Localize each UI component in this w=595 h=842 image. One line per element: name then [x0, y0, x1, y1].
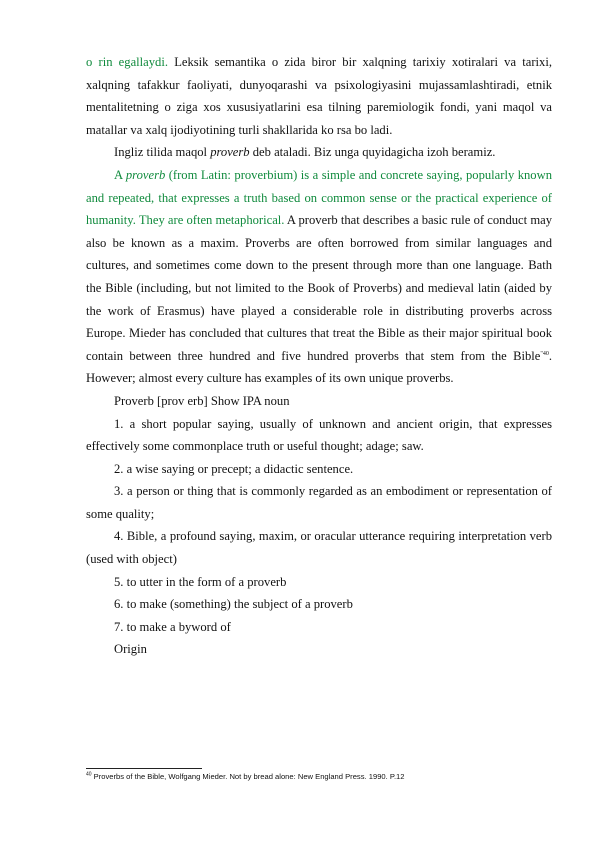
footnote-reference: "40 [540, 350, 549, 357]
definition-item-3: 3. a person or thing that is commonly regarded as an embodiment or representation of some quality; [86, 484, 552, 521]
paragraph-lexical-semantics [86, 51, 552, 141]
intro-text: Ingliz tilida maqol [114, 145, 211, 160]
green-definition-text: (from Latin: proverbium) is a simple and concrete saying, popularly known and repeated, that expresses a truth based on common sense or the practical experience of humanity. They are often metaphorical. [86, 167, 552, 228]
intro-text-end: deb ataladi. Biz unga quyidagicha izoh beramiz. [249, 145, 496, 160]
definition-item-1: 1. a short popular saying, usually of unknown and ancient origin, that expresses effectively some commonplace truth or useful thought; adage; saw. [86, 416, 552, 454]
definition-body-text: A proverb that describes a basic rule of conduct may also be known as a maxim. Proverbs are often borrowed from similar languages and cultures, and sometimes come down to the present through more than one language. Bath the Bible (including, but not limited to the Book of Proverbs) and medieval latin (aided by the work of Erasmus) have played a considerable role in distributing proverbs across Europe. Mieder has concluded that cultures that treat the Bible as their major spiritual book contain between three hundred and five hundred proverbs that stem from the Bible [86, 213, 552, 363]
definition-end-text: . However; almost every culture has examples of its own unique proverbs. [86, 348, 552, 386]
definition-item-6: 6. to make (something) the subject of a proverb [114, 597, 353, 612]
footnote-number: 40 [86, 771, 92, 778]
dictionary-headword: Proverb [prov erb] Show IPA noun [114, 393, 290, 408]
green-definition-start: A [114, 167, 126, 182]
definition-item-5: 5. to utter in the form of a proverb [114, 574, 287, 589]
definition-item-7: 7. to make a byword of [114, 619, 231, 634]
paragraph-proverb-intro [86, 141, 552, 164]
footnote [86, 772, 552, 782]
paragraph-text: Leksik semantika o zida biror bir xalqning tarixiy xotiralari va tarixi, xalqning tafakkur faoliyati, dunyoqarashi va psixologiyasini mujassamlashtiradi, etnik mentalitetning o ziga xos xususiyatlarini esa tilning paremiologik fondi, yani maqol va matallar va xalq ijodiyotining turli shakllarida ko rsa bo ladi. [86, 55, 552, 137]
paragraph-proverb-definition [86, 164, 552, 390]
definition-item-4: 4. Bible, a profound saying, maxim, or oracular utterance requiring interpretation verb (used with object) [86, 529, 552, 567]
body-text [86, 51, 552, 661]
green-term-proverb: proverb [125, 167, 166, 182]
term-proverb: proverb [210, 145, 250, 160]
footnote-separator [86, 768, 202, 769]
definition-item-2: 2. a wise saying or precept; a didactic sentence. [114, 461, 354, 476]
origin-label: Origin [114, 642, 147, 657]
footnote-text: Proverbs of the Bible, Wolfgang Mieder. Not by bread alone: New England Press. 1990. P.12 [91, 772, 405, 781]
green-lead-text: o rin egallaydi. [86, 55, 168, 69]
